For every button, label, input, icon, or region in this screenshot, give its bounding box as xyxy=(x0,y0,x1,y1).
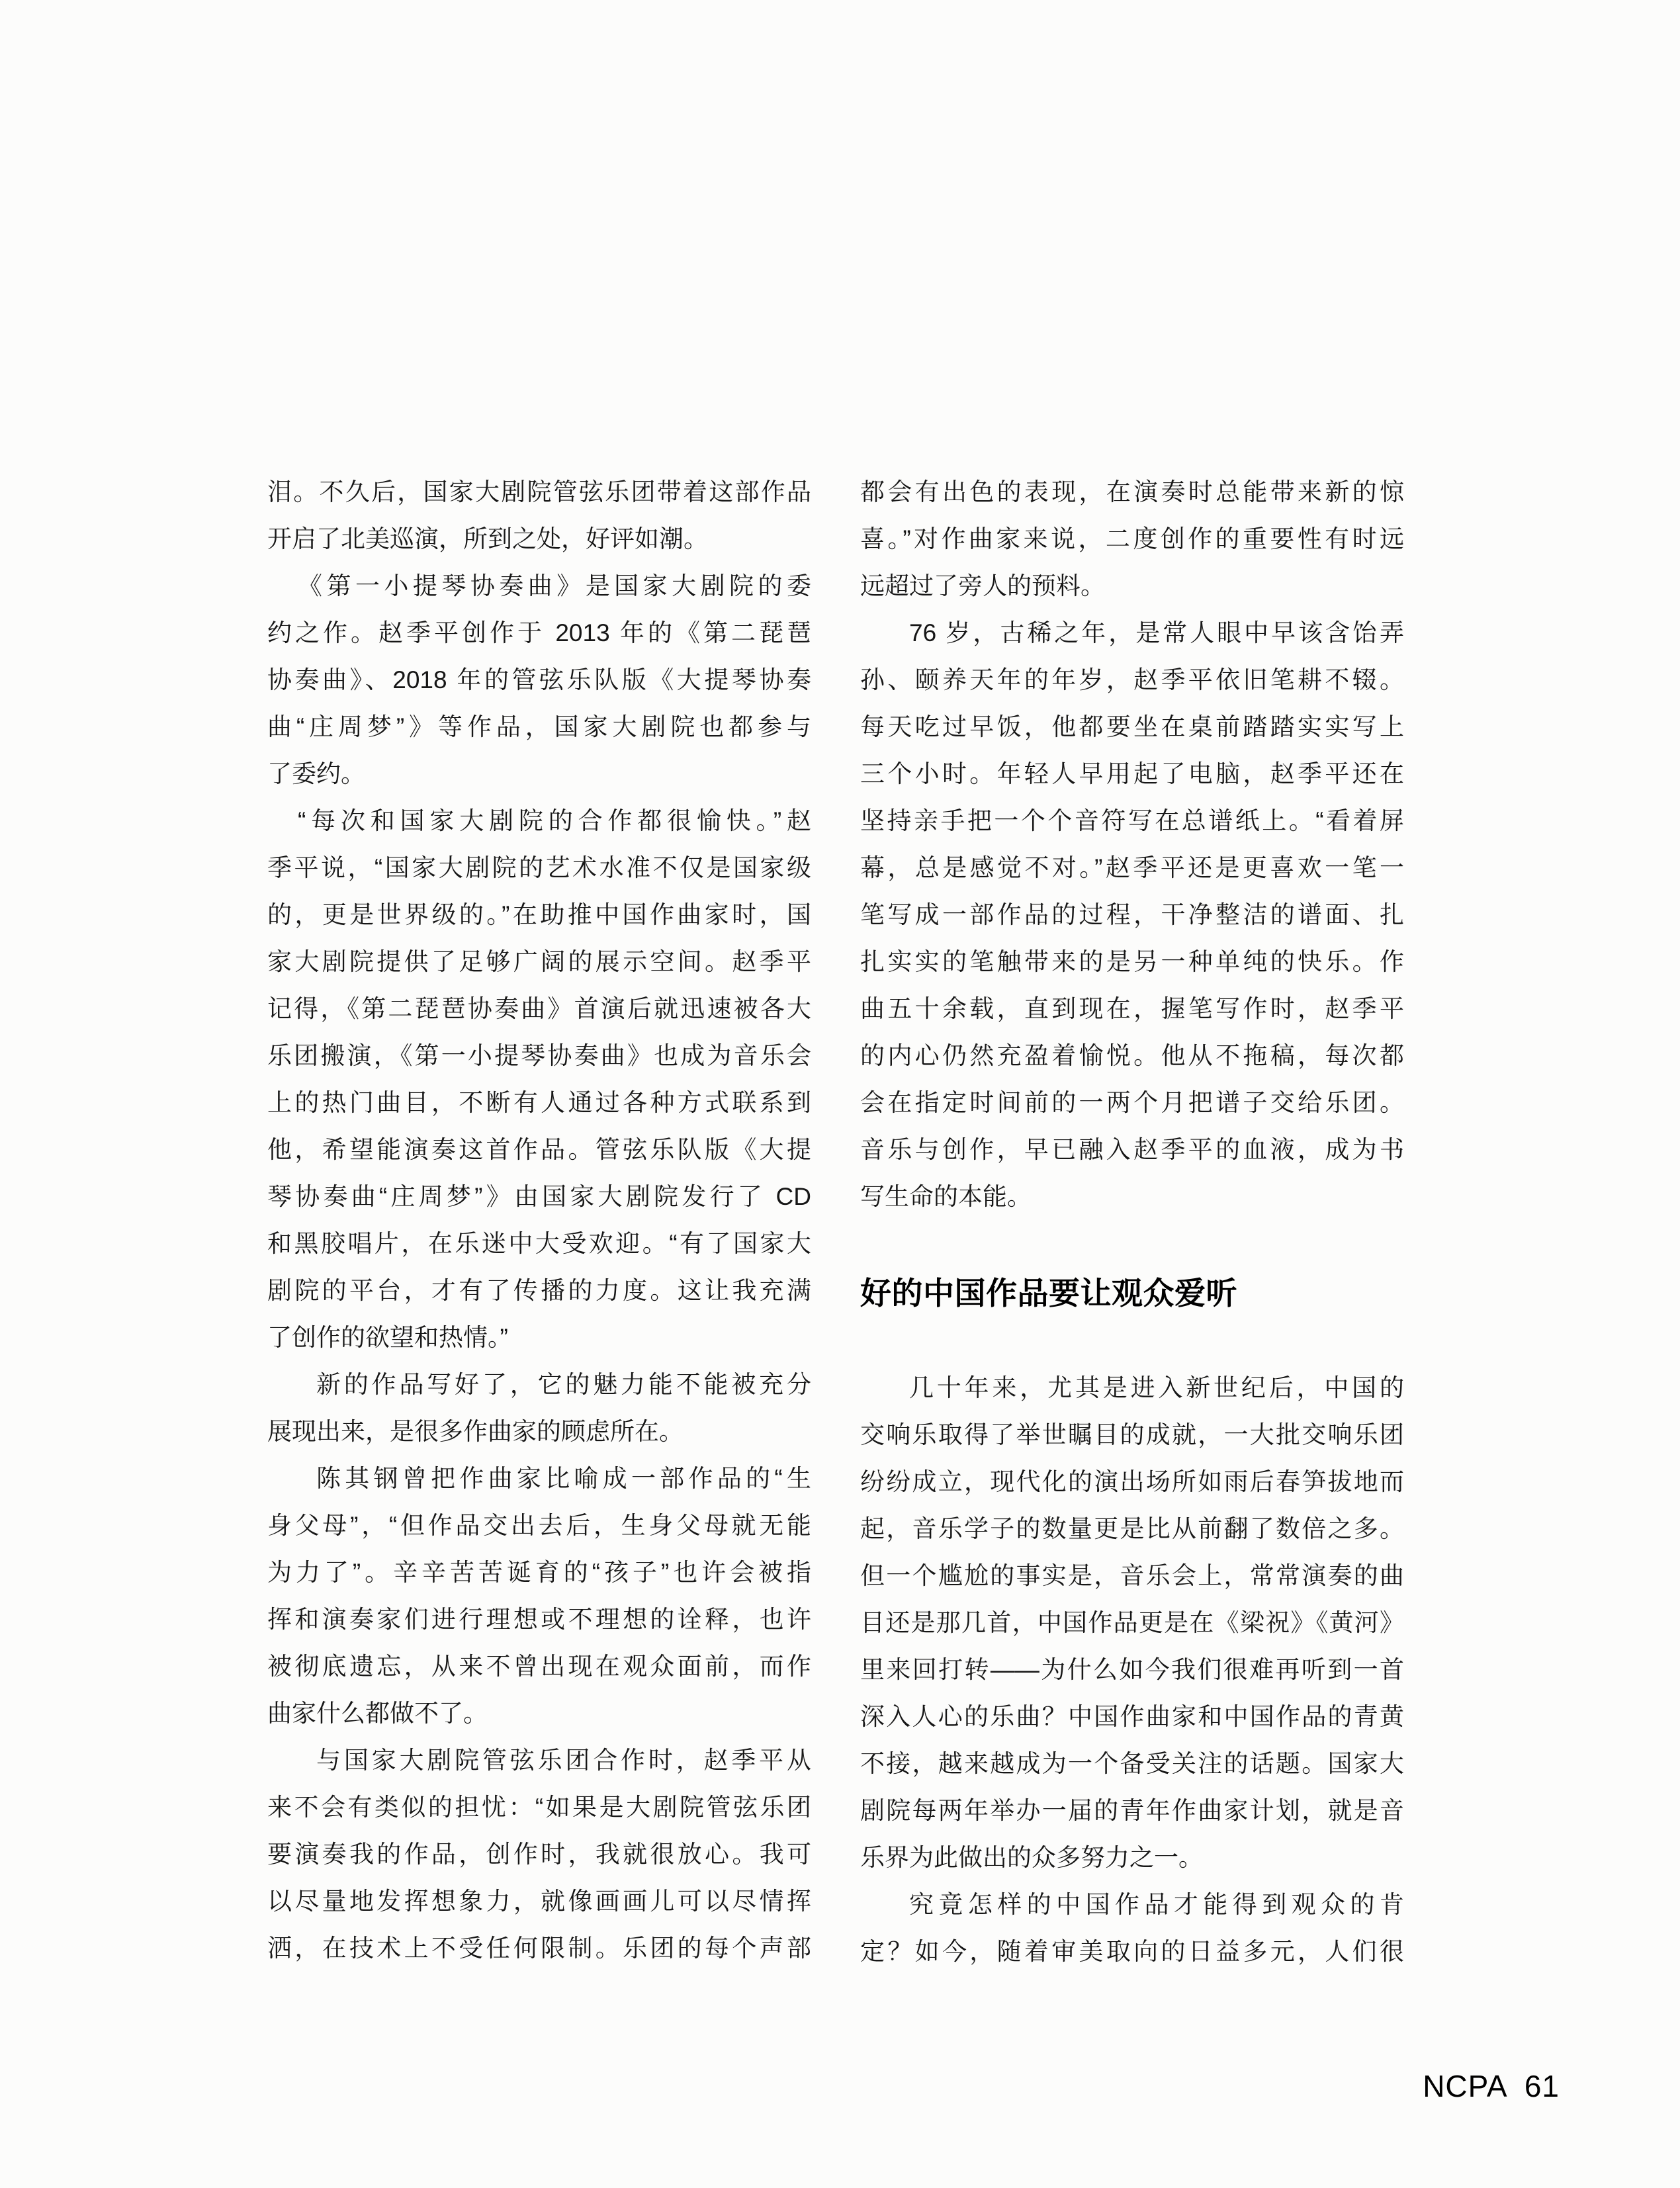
text-line: 都会有出色的表现，在演奏时总能带来新的惊 xyxy=(860,478,1404,505)
text-line: 目还是那几首，中国作品更是在《梁祝》《黄河》 xyxy=(860,1609,1404,1636)
text-line: 了委约。 xyxy=(267,760,365,787)
text-line: 几十年来，尤其是进入新世纪后，中国的 xyxy=(909,1374,1404,1401)
text-line: “每次和国家大剧院的合作都很愉快。”赵 xyxy=(298,807,811,834)
text-line: 泪。不久后，国家大剧院管弦乐团带着这部作品 xyxy=(267,478,811,505)
text-line: 琴协奏曲“庄周梦”》由国家大剧院发行了 CD xyxy=(267,1183,811,1210)
text-line: 展现出来，是很多作曲家的顾虑所在。 xyxy=(267,1418,684,1445)
text-line: 乐界为此做出的众多努力之一。 xyxy=(860,1844,1203,1871)
text-line: 坚持亲手把一个个音符写在总谱纸上。“看着屏 xyxy=(860,807,1404,834)
text-line: 挥和演奏家们进行理想或不理想的诠释，也许 xyxy=(267,1606,811,1633)
text-line: 以尽量地发挥想象力，就像画画儿可以尽情挥 xyxy=(267,1888,811,1915)
text-line: 乐团搬演，《第一小提琴协奏曲》也成为音乐会 xyxy=(267,1042,811,1069)
text-line: 和黑胶唱片，在乐迷中大受欢迎。“有了国家大 xyxy=(267,1230,811,1257)
text-line: 喜。”对作曲家来说，二度创作的重要性有时远 xyxy=(860,525,1404,552)
text-line: 《第一小提琴协奏曲》是国家大剧院的委 xyxy=(298,572,811,599)
text-line: 里来回打转——为什么如今我们很难再听到一首 xyxy=(860,1656,1404,1683)
text-line: 三个小时。年轻人早用起了电脑，赵季平还在 xyxy=(860,760,1404,787)
text-line: 被彻底遗忘，从来不曾出现在观众面前，而作 xyxy=(267,1653,811,1680)
text-line: 新的作品写好了，它的魅力能不能被充分 xyxy=(316,1371,811,1398)
text-line: 来不会有类似的担忧：“如果是大剧院管弦乐团 xyxy=(267,1794,811,1821)
text-line: 76 岁，古稀之年，是常人眼中早该含饴弄 xyxy=(909,619,1404,646)
text-line: 定？如今，随着审美取向的日益多元，人们很 xyxy=(860,1938,1404,1965)
text-line: 笔写成一部作品的过程，干净整洁的谱面、扎 xyxy=(860,901,1404,928)
text-line: 交响乐取得了举世瞩目的成就，一大批交响乐团 xyxy=(860,1421,1404,1448)
text-line: 曲家什么都做不了。 xyxy=(267,1700,488,1727)
text-line: 他，希望能演奏这首作品。管弦乐队版《大提 xyxy=(267,1136,811,1163)
text-line: 深入人心的乐曲？中国作曲家和中国作品的青黄 xyxy=(860,1703,1404,1730)
text-line: 孙、颐养天年的年岁，赵季平依旧笔耕不辍。 xyxy=(860,666,1404,693)
text-line: 陈其钢曾把作曲家比喻成一部作品的“生 xyxy=(316,1465,811,1492)
text-line: 记得，《第二琵琶协奏曲》首演后就迅速被各大 xyxy=(267,995,811,1022)
text-line: 每天吃过早饭，他都要坐在桌前踏踏实实写上 xyxy=(860,713,1404,740)
text-line: 约之作。赵季平创作于 2013 年的《第二琵琶 xyxy=(267,619,811,646)
column-left xyxy=(267,468,811,1972)
text-line: 剧院每两年举办一届的青年作曲家计划，就是音 xyxy=(860,1797,1404,1824)
text-line: 不接，越来越成为一个备受关注的话题。国家大 xyxy=(860,1750,1404,1777)
text-line: 纷纷成立，现代化的演出场所如雨后春笋拔地而 xyxy=(860,1468,1404,1495)
column-right xyxy=(860,468,1404,1975)
text-line: 协奏曲》、2018 年的管弦乐队版《大提琴协奏 xyxy=(267,666,811,693)
text-line: 开启了北美巡演，所到之处，好评如潮。 xyxy=(267,525,708,552)
text-line: 剧院的平台，才有了传播的力度。这让我充满 xyxy=(267,1277,811,1304)
text-line: 要演奏我的作品，创作时，我就很放心。我可 xyxy=(267,1841,811,1868)
text-line: 家大剧院提供了足够广阔的展示空间。赵季平 xyxy=(267,948,811,975)
section-heading: 好的中国作品要让观众爱听 xyxy=(860,1276,1237,1311)
text-line: 上的热门曲目，不断有人通过各种方式联系到 xyxy=(267,1089,811,1116)
text-line: 扎实实的笔触带来的是另一种单纯的快乐。作 xyxy=(860,948,1404,975)
text-line: 了创作的欲望和热情。” xyxy=(267,1324,508,1351)
text-line: 曲“庄周梦”》等作品，国家大剧院也都参与 xyxy=(267,713,811,740)
page-number: NCPA 61 xyxy=(1423,2069,1560,2103)
text-line: 的内心仍然充盈着愉悦。他从不拖稿，每次都 xyxy=(860,1042,1404,1069)
text-line: 与国家大剧院管弦乐团合作时，赵季平从 xyxy=(316,1747,811,1774)
text-line: 为力了”。辛辛苦苦诞育的“孩子”也许会被指 xyxy=(267,1559,811,1586)
text-line: 会在指定时间前的一两个月把谱子交给乐团。 xyxy=(860,1089,1404,1116)
text-line: 究竟怎样的中国作品才能得到观众的肯 xyxy=(909,1891,1404,1918)
text-line: 远超过了旁人的预料。 xyxy=(860,572,1105,599)
text-line: 音乐与创作，早已融入赵季平的血液，成为书 xyxy=(860,1136,1404,1163)
text-line: 起，音乐学子的数量更是比从前翻了数倍之多。 xyxy=(860,1515,1404,1542)
text-line: 的，更是世界级的。”在助推中国作曲家时，国 xyxy=(267,901,811,928)
text-line: 曲五十余载，直到现在，握笔写作时，赵季平 xyxy=(860,995,1404,1022)
text-line: 季平说，“国家大剧院的艺术水准不仅是国家级 xyxy=(267,854,811,881)
text-line: 洒，在技术上不受任何限制。乐团的每个声部 xyxy=(267,1935,811,1962)
text-line: 身父母”，“但作品交出去后，生身父母就无能 xyxy=(267,1512,811,1539)
text-line: 幕，总是感觉不对。”赵季平还是更喜欢一笔一 xyxy=(860,854,1404,881)
text-line: 写生命的本能。 xyxy=(860,1183,1032,1210)
text-line: 但一个尴尬的事实是，音乐会上，常常演奏的曲 xyxy=(860,1562,1404,1589)
